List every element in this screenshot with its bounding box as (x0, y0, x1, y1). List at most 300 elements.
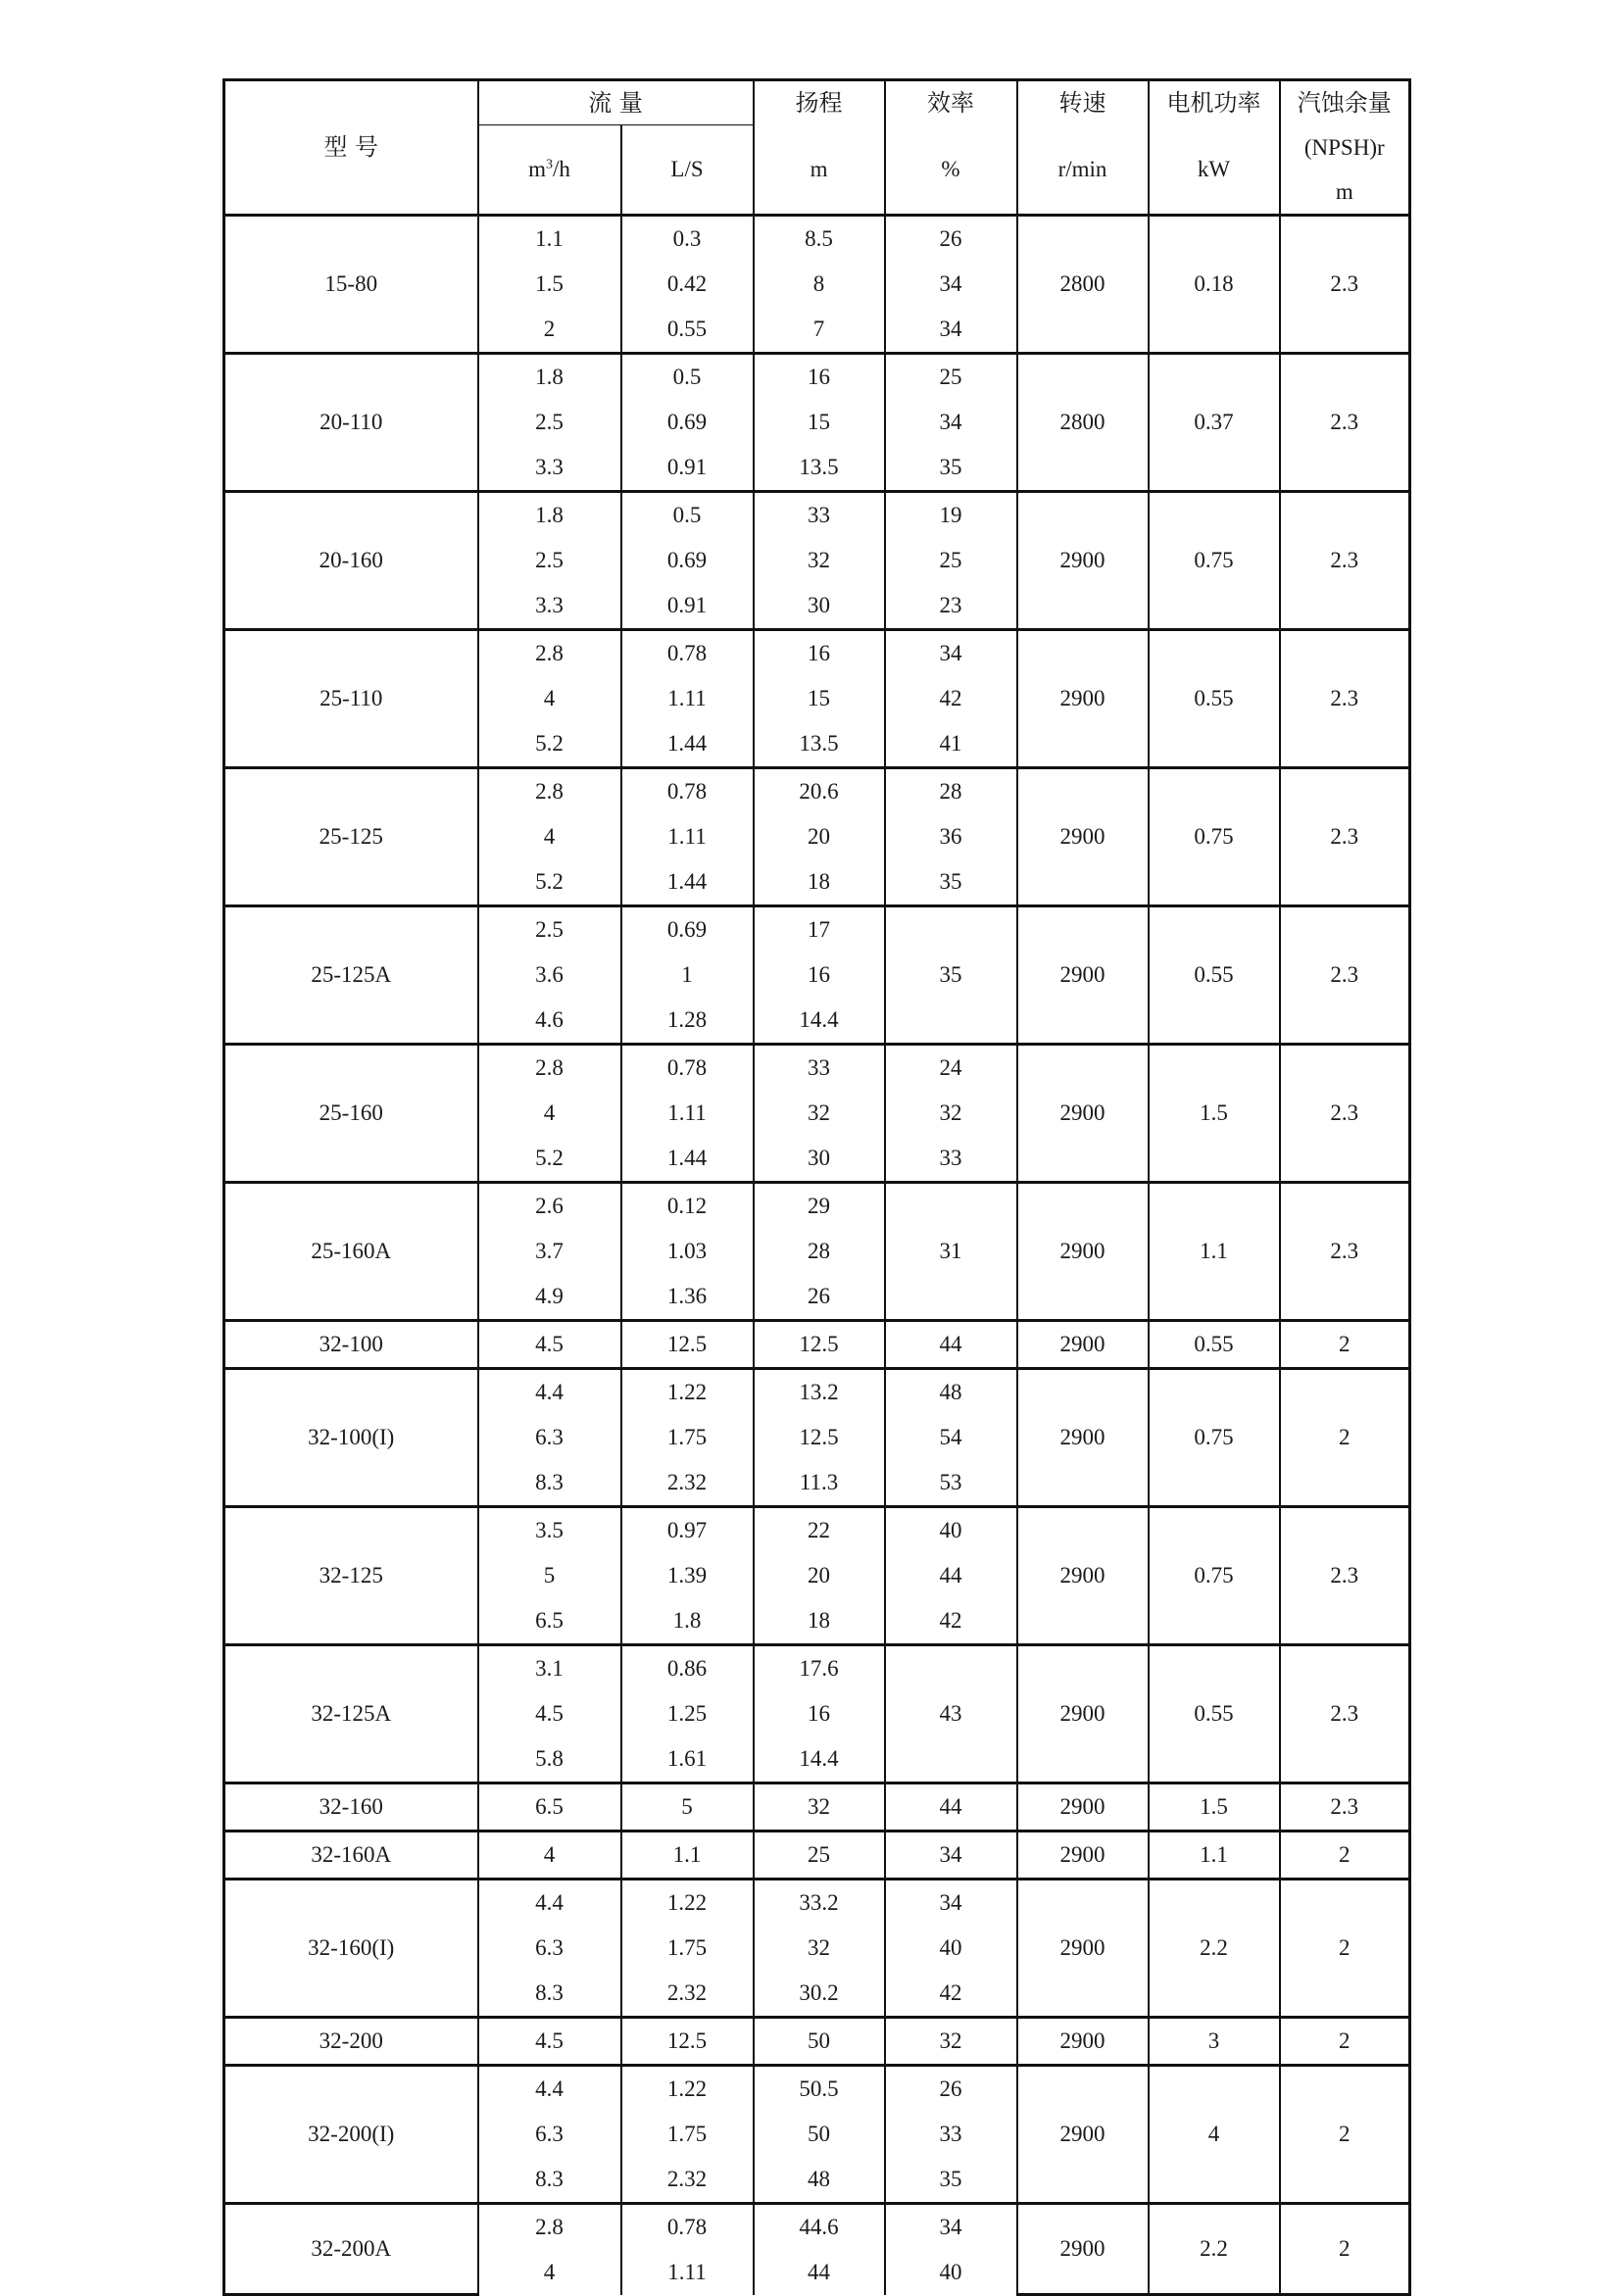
cell-power: 1.5 (1149, 1783, 1280, 1831)
cell-efficiency (885, 1506, 1017, 1644)
cell-efficiency-value (886, 907, 1016, 953)
cell-power: 2.2 (1149, 2203, 1280, 2295)
cell-flow-ls (621, 1368, 754, 1506)
cell-flow-ls-value: 12.5 (666, 1331, 708, 1356)
table-row (224, 1320, 1410, 1368)
cell-head (754, 2203, 885, 2295)
cell-flow-m3h-value: 4 (543, 685, 556, 710)
cell-head (754, 1783, 885, 1831)
cell-efficiency-value: 31 (939, 1238, 962, 1263)
cell-efficiency-value: 35 (939, 2166, 962, 2191)
cell-speed: 2900 (1017, 1783, 1149, 1831)
cell-flow-m3h (478, 629, 621, 767)
cell-efficiency-value: 35 (939, 961, 962, 987)
cell-flow-ls (621, 1182, 754, 1320)
cell-head-value: 18 (808, 868, 831, 894)
cell-flow-ls-value: 0.78 (666, 778, 708, 804)
cell-flow-m3h-value: 4.9 (535, 1283, 564, 1308)
cell-efficiency-value: 44 (939, 1793, 962, 1819)
cell-head-value: 44 (808, 2259, 831, 2284)
header-flow: 流 量 (478, 80, 754, 125)
cell-flow-ls (621, 215, 754, 353)
cell-flow-ls-value: 1.75 (666, 2121, 708, 2146)
cell-speed: 2900 (1017, 905, 1149, 1044)
cell-head-value: 7 (812, 316, 825, 341)
cell-flow-m3h-value: 4.5 (535, 1331, 564, 1356)
cell-flow-m3h (478, 1368, 621, 1506)
cell-efficiency (885, 1644, 1017, 1783)
cell-head-value: 33 (808, 1054, 831, 1080)
cell-head (754, 1182, 885, 1320)
cell-head-value: 13.5 (799, 730, 839, 756)
cell-efficiency-value: 43 (939, 1700, 962, 1726)
cell-head (754, 767, 885, 905)
cell-efficiency-value: 26 (939, 2076, 962, 2101)
cell-speed: 2900 (1017, 1368, 1149, 1506)
cell-speed: 2900 (1017, 491, 1149, 629)
cell-head-value: 8.5 (805, 225, 833, 251)
cell-flow-m3h (478, 1879, 621, 2017)
cell-flow-ls (621, 1644, 754, 1783)
cell-efficiency (885, 1044, 1017, 1182)
cell-efficiency-value (886, 1184, 1016, 1229)
cell-flow-m3h (478, 1831, 621, 1879)
cell-npsh: 2.3 (1280, 767, 1410, 905)
cell-flow-ls-value: 1.1 (672, 1841, 702, 1867)
table-row (224, 767, 1410, 905)
cell-flow-m3h (478, 215, 621, 353)
cell-efficiency-value (886, 1736, 1016, 1782)
cell-efficiency-value: 54 (939, 1424, 962, 1449)
cell-speed: 2900 (1017, 1831, 1149, 1879)
cell-power: 0.55 (1149, 905, 1280, 1044)
cell-head-value: 14.4 (799, 1006, 839, 1032)
cell-flow-m3h-value: 4.5 (535, 1700, 564, 1726)
cell-npsh: 2.3 (1280, 1783, 1410, 1831)
cell-head (754, 1506, 885, 1644)
cell-power: 0.75 (1149, 767, 1280, 905)
cell-efficiency (885, 215, 1017, 353)
table-row (224, 353, 1410, 491)
cell-model: 32-100(I) (224, 1368, 478, 1506)
cell-speed: 2900 (1017, 1644, 1149, 1783)
cell-flow-ls-value: 0.12 (666, 1193, 708, 1218)
cell-head-value: 50 (808, 2027, 831, 2053)
cell-efficiency (885, 353, 1017, 491)
cell-flow-ls-value: 1.61 (666, 1745, 708, 1771)
cell-efficiency-value: 34 (939, 409, 962, 434)
cell-head-value: 17.6 (799, 1655, 839, 1681)
cell-power: 2.2 (1149, 1879, 1280, 2017)
table-row (224, 1044, 1410, 1182)
cell-efficiency (885, 1320, 1017, 1368)
cell-flow-ls (621, 1831, 754, 1879)
cell-flow-ls-value: 1.28 (666, 1006, 708, 1032)
cell-flow-ls-value: 1.11 (667, 823, 707, 849)
cell-npsh: 2.3 (1280, 1506, 1410, 1644)
cell-flow-m3h-value: 4.4 (535, 1379, 564, 1404)
cell-head-value: 25 (808, 1841, 831, 1867)
cell-flow-m3h-value: 2.5 (535, 409, 564, 434)
cell-speed: 2900 (1017, 2017, 1149, 2065)
cell-flow-m3h-value: 4.5 (535, 2027, 564, 2053)
cell-flow-ls-value: 0.69 (666, 409, 708, 434)
cell-efficiency-value: 42 (939, 685, 962, 710)
table-row (224, 1182, 1410, 1320)
cell-efficiency-value: 44 (939, 1562, 962, 1588)
cell-head (754, 1831, 885, 1879)
table-row (224, 1783, 1410, 1831)
cell-power: 1.5 (1149, 1044, 1280, 1182)
cell-head-value: 16 (808, 640, 831, 665)
cell-efficiency-value: 19 (939, 502, 962, 527)
cell-head-value: 30 (808, 592, 831, 617)
cell-flow-ls-value: 1.25 (666, 1700, 708, 1726)
cell-flow-m3h (478, 1182, 621, 1320)
header-efficiency-unit: % (885, 125, 1017, 216)
cell-head-value: 15 (808, 409, 831, 434)
cell-head-value: 14.4 (799, 1745, 839, 1771)
cell-efficiency-value: 34 (939, 316, 962, 341)
cell-flow-m3h (478, 2203, 621, 2295)
cell-flow-m3h-value: 3.7 (535, 1238, 564, 1263)
cell-power: 0.75 (1149, 1506, 1280, 1644)
cell-head-value: 30.2 (799, 1979, 839, 2005)
cell-head-value: 29 (808, 1193, 831, 1218)
cell-head-value: 20 (808, 1562, 831, 1588)
cell-flow-m3h (478, 767, 621, 905)
cell-efficiency-value: 28 (939, 778, 962, 804)
cell-flow-ls (621, 629, 754, 767)
cell-flow-m3h-value: 2 (543, 316, 556, 341)
cell-head (754, 1044, 885, 1182)
cell-flow-m3h-value: 4 (543, 1841, 556, 1867)
cell-flow-m3h-value: 2.6 (535, 1193, 564, 1218)
cell-flow-ls-value: 0.3 (672, 225, 702, 251)
cell-head-value: 33 (808, 502, 831, 527)
cell-flow-m3h-value: 6.3 (535, 1934, 564, 1960)
cell-npsh: 2 (1280, 2203, 1410, 2295)
cell-efficiency (885, 1783, 1017, 1831)
cell-efficiency (885, 2017, 1017, 2065)
cell-flow-m3h-value: 1.5 (535, 270, 564, 296)
cell-flow-ls-value: 1.8 (672, 1607, 702, 1633)
cell-flow-m3h-value: 5.2 (535, 1145, 564, 1170)
cell-npsh: 2.3 (1280, 629, 1410, 767)
table-row (224, 2017, 1410, 2065)
cell-flow-ls-value: 2.32 (666, 1469, 708, 1494)
cell-speed: 2900 (1017, 629, 1149, 767)
cell-model: 32-160(I) (224, 1879, 478, 2017)
cell-flow-ls-value: 0.78 (666, 2214, 708, 2239)
header-flow-m3h: $m^3/h$ (478, 125, 621, 216)
cell-flow-ls-value: 1.11 (667, 2259, 707, 2284)
cell-power: 0.55 (1149, 1320, 1280, 1368)
cell-power: 0.75 (1149, 491, 1280, 629)
cell-head-value: 20 (808, 823, 831, 849)
cell-flow-m3h (478, 491, 621, 629)
cell-npsh: 2.3 (1280, 215, 1410, 353)
header-speed-unit: r/min (1017, 125, 1149, 216)
cell-flow-m3h-value: 4.4 (535, 1889, 564, 1915)
cell-head (754, 491, 885, 629)
cell-efficiency (885, 629, 1017, 767)
cell-flow-m3h (478, 905, 621, 1044)
cell-head-value: 11.3 (799, 1469, 839, 1494)
cell-efficiency-value (886, 1646, 1016, 1691)
cell-head-value: 50.5 (799, 2076, 839, 2101)
cell-speed: 2900 (1017, 2203, 1149, 2295)
cell-flow-ls (621, 767, 754, 905)
cell-flow-m3h (478, 1506, 621, 1644)
cell-npsh: 2.3 (1280, 1182, 1410, 1320)
cell-flow-ls-value: 1.75 (666, 1934, 708, 1960)
table-row (224, 1831, 1410, 1879)
table-row (224, 2203, 1410, 2295)
cell-efficiency-value (886, 1274, 1016, 1319)
cell-efficiency (885, 767, 1017, 905)
cell-model: 15-80 (224, 215, 478, 353)
cell-flow-ls-value: 12.5 (666, 2027, 708, 2053)
cell-efficiency-value: 34 (939, 270, 962, 296)
cell-efficiency-value: 40 (939, 1517, 962, 1542)
cell-power: 4 (1149, 2065, 1280, 2203)
cell-head (754, 1644, 885, 1783)
cell-flow-m3h-value: 4.4 (535, 2076, 564, 2101)
cell-efficiency-value: 25 (939, 364, 962, 389)
cell-speed: 2900 (1017, 1320, 1149, 1368)
cell-model: 20-160 (224, 491, 478, 629)
cell-efficiency-value: 36 (939, 823, 962, 849)
cell-efficiency-value: 33 (939, 1145, 962, 1170)
cell-model: 25-160 (224, 1044, 478, 1182)
header-model: 型 号 (224, 80, 478, 216)
cell-flow-m3h (478, 1320, 621, 1368)
cell-flow-ls-value: 0.5 (672, 364, 702, 389)
cell-flow-ls-value: 1.11 (667, 1099, 707, 1125)
cell-flow-ls-value: 1 (681, 961, 693, 987)
cell-flow-ls-value: 1.44 (666, 1145, 708, 1170)
cell-power: 0.18 (1149, 215, 1280, 353)
cell-flow-ls-value: 0.69 (666, 916, 708, 942)
table-row (224, 1644, 1410, 1783)
cell-head-value: 32 (808, 1099, 831, 1125)
cell-flow-ls-value: 0.55 (666, 316, 708, 341)
cell-head-value: 18 (808, 1607, 831, 1633)
cell-flow-m3h-value: 3.3 (535, 454, 564, 479)
cell-flow-m3h-value: 3.5 (535, 1517, 564, 1542)
cell-flow-ls (621, 2017, 754, 2065)
cell-flow-ls-value: 1.75 (666, 1424, 708, 1449)
table-row (224, 629, 1410, 767)
cell-power: 1.1 (1149, 1182, 1280, 1320)
cell-npsh: 2.3 (1280, 353, 1410, 491)
cell-npsh: 2.3 (1280, 905, 1410, 1044)
cell-npsh: 2.3 (1280, 491, 1410, 629)
cell-speed: 2900 (1017, 1506, 1149, 1644)
cell-npsh: 2 (1280, 1831, 1410, 1879)
cell-model: 25-125A (224, 905, 478, 1044)
cell-flow-m3h-value: 8.3 (535, 1469, 564, 1494)
header-power-unit: kW (1149, 125, 1280, 216)
cell-npsh: 2 (1280, 1879, 1410, 2017)
cell-npsh: 2 (1280, 1320, 1410, 1368)
cell-efficiency-value: 40 (939, 1934, 962, 1960)
cell-flow-m3h-value: 1.8 (535, 364, 564, 389)
table-row (224, 1506, 1410, 1644)
cell-model: 25-160A (224, 1182, 478, 1320)
cell-efficiency-value: 26 (939, 225, 962, 251)
cell-efficiency-value: 24 (939, 1054, 962, 1080)
table-row (224, 491, 1410, 629)
cell-efficiency-value: 32 (939, 1099, 962, 1125)
cell-head-value: 33.2 (799, 1889, 839, 1915)
cell-model: 32-160A (224, 1831, 478, 1879)
cell-power: 1.1 (1149, 1831, 1280, 1879)
cell-flow-m3h-value: 2.8 (535, 2214, 564, 2239)
cell-flow-ls (621, 353, 754, 491)
table-row (224, 1879, 1410, 2017)
cell-efficiency-value: 34 (939, 640, 962, 665)
cell-head-value: 26 (808, 1283, 831, 1308)
table-row (224, 1368, 1410, 1506)
cell-flow-ls-value: 0.5 (672, 502, 702, 527)
cell-efficiency (885, 905, 1017, 1044)
cell-flow-m3h-value: 5.2 (535, 730, 564, 756)
cell-flow-ls (621, 1783, 754, 1831)
cell-head-value: 13.2 (799, 1379, 839, 1404)
cell-npsh: 2 (1280, 2017, 1410, 2065)
cell-flow-ls-value: 1.22 (666, 2076, 708, 2101)
cell-flow-m3h-value: 4 (543, 1099, 556, 1125)
cell-flow-m3h-value: 8.3 (535, 2166, 564, 2191)
cell-efficiency-value: 41 (939, 730, 962, 756)
cell-flow-ls-value: 1.36 (666, 1283, 708, 1308)
cell-flow-ls-value: 0.78 (666, 640, 708, 665)
cell-efficiency-value: 35 (939, 454, 962, 479)
cell-model: 25-125 (224, 767, 478, 905)
cell-model: 32-200A (224, 2203, 478, 2295)
cell-flow-m3h-value: 3.1 (535, 1655, 564, 1681)
cell-flow-ls-value: 0.86 (666, 1655, 708, 1681)
cell-head-value: 28 (808, 1238, 831, 1263)
cell-head-value: 48 (808, 2166, 831, 2191)
cell-efficiency-value (886, 998, 1016, 1043)
cell-power: 0.37 (1149, 353, 1280, 491)
cell-flow-m3h-value: 1.1 (535, 225, 564, 251)
cell-flow-ls-value: 1.22 (666, 1379, 708, 1404)
cell-flow-m3h-value: 5.2 (535, 868, 564, 894)
header-speed: 转速 (1017, 80, 1149, 125)
cell-flow-ls (621, 2203, 754, 2295)
cell-power: 0.55 (1149, 1644, 1280, 1783)
cell-head-value: 17 (808, 916, 831, 942)
table-row (224, 2065, 1410, 2203)
cell-efficiency-value: 48 (939, 1379, 962, 1404)
cell-efficiency (885, 2203, 1017, 2295)
cell-flow-m3h-value: 5.8 (535, 1745, 564, 1771)
cell-head (754, 215, 885, 353)
pump-spec-table (222, 78, 1411, 2296)
cell-head-value: 13.5 (799, 454, 839, 479)
cell-efficiency-value: 23 (939, 592, 962, 617)
cell-head-value: 32 (808, 547, 831, 572)
cell-efficiency (885, 1831, 1017, 1879)
cell-flow-ls-value: 1.44 (666, 868, 708, 894)
cell-head (754, 353, 885, 491)
cell-efficiency (885, 491, 1017, 629)
cell-head-value: 32 (808, 1934, 831, 1960)
cell-head-value: 16 (808, 1700, 831, 1726)
cell-flow-ls-value: 2.32 (666, 2166, 708, 2191)
cell-head (754, 1320, 885, 1368)
cell-flow-m3h (478, 1783, 621, 1831)
cell-head-value: 15 (808, 685, 831, 710)
cell-head (754, 2065, 885, 2203)
cell-flow-m3h (478, 2065, 621, 2203)
cell-flow-ls-value: 1.22 (666, 1889, 708, 1915)
cell-efficiency-value: 33 (939, 2121, 962, 2146)
header-npsh: 汽蚀余量 (1280, 80, 1410, 125)
cell-head (754, 2017, 885, 2065)
cell-flow-ls-value: 0.97 (666, 1517, 708, 1542)
cell-flow-ls-value: 2.32 (666, 1979, 708, 2005)
cell-head-value: 44.6 (799, 2214, 839, 2239)
cell-npsh: 2.3 (1280, 1644, 1410, 1783)
cell-flow-ls (621, 1506, 754, 1644)
cell-efficiency (885, 1182, 1017, 1320)
cell-flow-ls (621, 1044, 754, 1182)
table-row (224, 215, 1410, 353)
cell-flow-m3h-value: 8.3 (535, 1979, 564, 2005)
cell-efficiency-value: 34 (939, 1841, 962, 1867)
cell-flow-ls (621, 1320, 754, 1368)
cell-efficiency (885, 1368, 1017, 1506)
cell-efficiency (885, 1879, 1017, 2017)
cell-flow-m3h-value: 2.8 (535, 640, 564, 665)
cell-flow-ls-value: 1.03 (666, 1238, 708, 1263)
cell-head-value: 16 (808, 364, 831, 389)
cell-model: 32-160 (224, 1783, 478, 1831)
cell-flow-ls-value: 0.78 (666, 1054, 708, 1080)
cell-head-value: 8 (812, 270, 825, 296)
cell-efficiency-value: 34 (939, 1889, 962, 1915)
cell-flow-m3h-value: 2.8 (535, 778, 564, 804)
cell-head-value: 16 (808, 961, 831, 987)
cell-head-value: 50 (808, 2121, 831, 2146)
cell-head (754, 1879, 885, 2017)
cell-model: 32-200(I) (224, 2065, 478, 2203)
cell-flow-m3h (478, 1644, 621, 1783)
cell-power: 0.55 (1149, 629, 1280, 767)
cell-flow-m3h-value: 3.3 (535, 592, 564, 617)
cell-efficiency-value: 35 (939, 868, 962, 894)
cell-flow-m3h-value: 6.3 (535, 1424, 564, 1449)
cell-flow-ls (621, 905, 754, 1044)
header-npsh-sub: (NPSH)r (1303, 134, 1385, 160)
cell-flow-ls-value: 0.42 (666, 270, 708, 296)
cell-flow-ls-value: 1.39 (666, 1562, 708, 1588)
cell-efficiency-value: 40 (939, 2259, 962, 2284)
cell-model: 25-110 (224, 629, 478, 767)
header-npsh-m: m (1335, 178, 1353, 204)
cell-flow-m3h (478, 353, 621, 491)
cell-speed: 2800 (1017, 215, 1149, 353)
cell-flow-m3h (478, 1044, 621, 1182)
cell-efficiency-value: 32 (939, 2027, 962, 2053)
cell-flow-ls (621, 1879, 754, 2017)
header-flow-ls: L/S (621, 125, 754, 216)
